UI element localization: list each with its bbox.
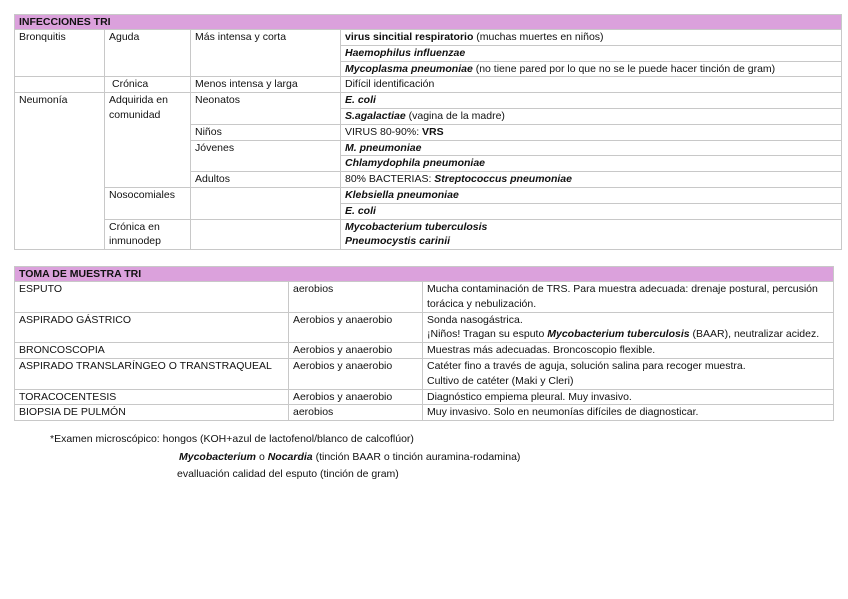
cell-neonatos: Neonatos: [191, 93, 341, 125]
cell-broncoscopia: BRONCOSCOPIA: [15, 343, 289, 359]
cell-chlamydophila: Chlamydophila pneumoniae: [341, 156, 842, 172]
cell-vrs: VIRUS 80-90%: VRS: [341, 124, 842, 140]
cell-mpneumoniae: M. pneumoniae: [341, 140, 842, 156]
cell-broncoscopia-tipo: Aerobios y anaerobio: [289, 343, 423, 359]
cell-esputo-tipo: aerobios: [289, 282, 423, 313]
note-esputo: evalluación calidad del esputo (tinción de gram): [177, 468, 399, 480]
infecciones-table: [14, 14, 842, 250]
cell-biopsia-desc: Muy invasivo. Solo en neumonías difíciles de diagnosticar.: [423, 405, 834, 421]
cell-vsr: virus sincitial respiratorio (muchas muertes en niños): [341, 30, 842, 46]
cell-bacterias: 80% BACTERIAS: Streptococcus pneumoniae: [341, 172, 842, 188]
cell-aguda-desc: Más intensa y corta: [191, 30, 341, 77]
cell-cronica-desc: Menos intensa y larga: [191, 77, 341, 93]
cell-sagalactiae: S.agalactiae (vagina de la madre): [341, 108, 842, 124]
cell-aguda: Aguda: [105, 30, 191, 77]
cell-biopsia: BIOPSIA DE PULMÓN: [15, 405, 289, 421]
cell-aspirado-desc: Sonda nasogástrica. ¡Niños! Tragan su esputo Mycobacterium tuberculosis (BAAR), neutralizar acidez.: [423, 312, 834, 343]
cell-translaringeo-desc: Catéter fino a través de aguja, solución salina para recoger muestra. Cultivo de catéter (Maki y Cleri): [423, 358, 834, 389]
cell-klebsiella: Klebsiella pneumoniae: [341, 187, 842, 203]
cell-haemophilus: Haemophilus influenzae: [341, 45, 842, 61]
cell-aspirado-gastrico: ASPIRADO GÁSTRICO: [15, 312, 289, 343]
cell-neumonia: Neumonía: [15, 93, 105, 250]
cell-nosocomiales: Nosocomiales: [105, 187, 191, 219]
cell-adquirida: Adquirida en comunidad: [105, 93, 191, 188]
cell-esputo-desc: Mucha contaminación de TRS. Para muestra adecuada: drenaje postural, percusión torácica y nebulización.: [423, 282, 834, 313]
cell-toracocentesis-tipo: Aerobios y anaerobio: [289, 389, 423, 405]
cell-ecoli: E. coli: [341, 93, 842, 109]
cell-translaringeo: ASPIRADO TRANSLARÍNGEO O TRANSTRAQUEAL: [15, 358, 289, 389]
note-microscopico: *Examen microscópico: hongos (KOH+azul de lactofenol/blanco de calcoflúor): [50, 433, 414, 445]
cell-esputo: ESPUTO: [15, 282, 289, 313]
cell-empty: [191, 187, 341, 219]
cell-toracocentesis-desc: Diagnóstico empiema pleural. Muy invasivo.: [423, 389, 834, 405]
infecciones-title: INFECCIONES TRI: [15, 15, 842, 30]
cell-cronica: Crónica: [105, 77, 191, 93]
cell-empty: [191, 219, 341, 250]
cell-jovenes: Jóvenes: [191, 140, 341, 172]
cell-aspirado-tipo: Aerobios y anaerobio: [289, 312, 423, 343]
cell-ninos: Niños: [191, 124, 341, 140]
cell-biopsia-tipo: aerobios: [289, 405, 423, 421]
cell-bronquitis: Bronquitis: [15, 30, 105, 77]
note-mycobacterium: Mycobacterium o Nocardia (tinción BAAR o tinción auramina-rodamina): [179, 451, 521, 463]
cell-ecoli-2: E. coli: [341, 203, 842, 219]
cell-adultos: Adultos: [191, 172, 341, 188]
cell-dificil: Difícil identificación: [341, 77, 842, 93]
cell-cronica-agents: Mycobacterium tuberculosis Pneumocystis carinii: [341, 219, 842, 250]
toma-muestra-title: TOMA DE MUESTRA TRI: [15, 267, 834, 282]
toma-muestra-table: [14, 266, 834, 421]
cell-cronica-inmunodep: Crónica en inmunodep: [105, 219, 191, 250]
cell-empty: [15, 77, 105, 93]
cell-translaringeo-tipo: Aerobios y anaerobio: [289, 358, 423, 389]
cell-toracocentesis: TORACOCENTESIS: [15, 389, 289, 405]
cell-broncoscopia-desc: Muestras más adecuadas. Broncoscopio flexible.: [423, 343, 834, 359]
cell-mycoplasma: Mycoplasma pneumoniae (no tiene pared por lo que no se le puede hacer tinción de gram): [341, 61, 842, 77]
